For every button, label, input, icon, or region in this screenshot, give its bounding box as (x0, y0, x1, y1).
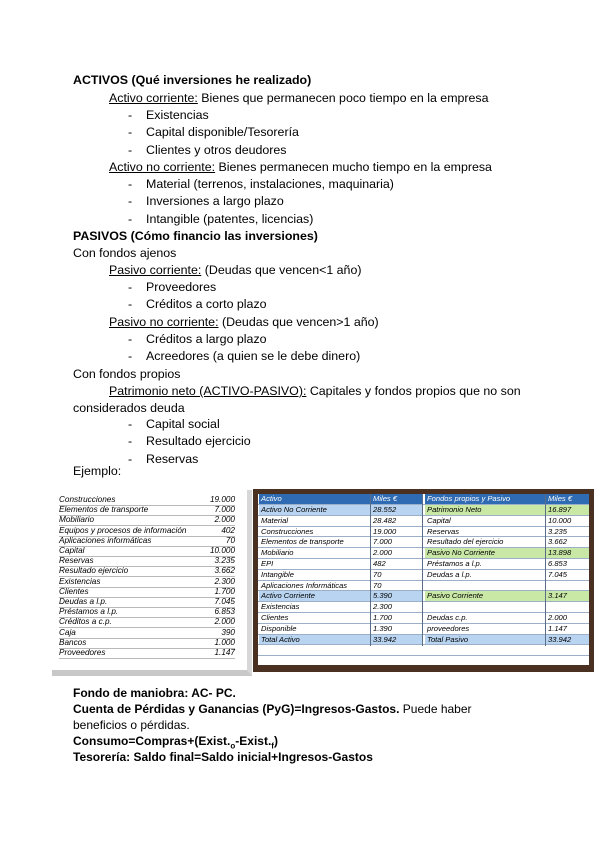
balance-liability-value: 33.942 (546, 635, 589, 645)
list-item: Créditos a largo plazo (146, 332, 267, 346)
patrimonio-label: Patrimonio neto (ACTIVO-PASIVO): (109, 384, 307, 398)
balance-asset-name: Activo Corriente (259, 591, 370, 601)
list-item: Resultado ejercicio (146, 434, 251, 449)
consumo-sub2: f (271, 741, 274, 751)
balance-liability-name: Pasivo No Corriente (425, 548, 545, 558)
account-value: 3.235 (214, 556, 235, 566)
grid-line (258, 504, 589, 505)
grid-line (258, 601, 589, 602)
balance-asset-value: 70 (373, 569, 382, 579)
balance-liability-value: 2.000 (548, 613, 568, 622)
cuenta-pyg-rest: Puede haber (399, 702, 472, 716)
bullet-dash: - (128, 125, 133, 140)
balance-liability-value (546, 581, 589, 591)
grid-line (258, 526, 589, 527)
consumo-c: ) (273, 734, 278, 748)
fondos-propios: Con fondos propios (73, 367, 181, 381)
list-item: Acreedores (a quien se le debe dinero) (146, 349, 361, 364)
activo-no-corriente-label: Activo no corriente: (109, 160, 216, 174)
activo-corriente-line (109, 90, 489, 106)
pasivo-corriente-desc: (Deudas que vencen<1 año) (201, 263, 362, 277)
pasivo-no-corriente-label: Pasivo no corriente: (109, 315, 219, 329)
grid-line (258, 612, 589, 613)
balance-asset-value: 2.000 (373, 548, 393, 558)
balance-liability-name: Total Pasivo (425, 635, 545, 645)
grid-line (258, 558, 589, 559)
bullet-dash: - (128, 280, 133, 294)
balance-liability-value: 3.147 (546, 591, 589, 601)
balance-liability-name: Resultado del ejercicio (427, 537, 504, 547)
bullet-dash: - (128, 451, 133, 466)
patrimonio-desc2: considerados deuda (73, 401, 185, 415)
grid-line (258, 536, 589, 537)
bullet-dash: - (128, 211, 133, 226)
list-item: Inversiones a largo plazo (146, 194, 284, 209)
balance-liability-value: 1.147 (548, 623, 568, 633)
list-item: Capital social (146, 417, 220, 431)
grid-line (258, 655, 589, 656)
balance-asset-value: 19.000 (373, 526, 397, 536)
grid-line (258, 634, 589, 635)
account-value: 3.662 (214, 566, 235, 576)
account-value: 1.147 (214, 648, 235, 657)
balance-liability-value: 13.898 (546, 548, 589, 558)
activos-title: ACTIVOS (Qué inversiones he realizado) (73, 73, 312, 87)
balance-liability-name: Patrimonio Neto (425, 505, 545, 515)
balance-asset-value: 482 (373, 559, 386, 568)
balance-asset-name: Clientes (261, 613, 289, 622)
ejemplo-label: Ejemplo: (73, 464, 122, 478)
balance-asset-name: Existencias (261, 602, 300, 612)
balance-liability-value: 7.045 (548, 569, 568, 579)
balance-header: Activo (259, 494, 370, 504)
account-value: 19.000 (209, 495, 235, 504)
account-value: 2.000 (214, 617, 235, 627)
fondo-maniobra: Fondo de maniobra: AC- PC. (73, 686, 236, 700)
balance-asset-value: 28.482 (373, 515, 397, 525)
balance-header: Miles € (371, 494, 422, 504)
pasivo-corriente-label: Pasivo corriente: (109, 263, 202, 277)
list-item: Capital disponible/Tesorería (146, 125, 299, 140)
balance-liability-name: Préstamos a l.p. (427, 559, 482, 568)
balance-liability-name: Deudas a l.p. (427, 569, 472, 579)
balance-liability-name (425, 581, 545, 591)
balance-asset-name: EPI (261, 559, 274, 568)
balance-liability-value: 10.000 (548, 515, 572, 525)
account-name: Elementos de transporte (59, 505, 149, 515)
activo-no-corriente-line (109, 159, 492, 175)
account-name: Reservas (59, 556, 94, 566)
account-value: 1.700 (214, 586, 235, 596)
bullet-dash: - (128, 142, 133, 157)
account-value: 402 (221, 525, 235, 535)
balance-header: Miles € (546, 494, 589, 504)
balance-asset-name: Aplicaciones Informáticas (261, 580, 348, 590)
list-item: Proveedores (146, 280, 217, 294)
grid-line (258, 623, 589, 624)
balance-liability-name: proveedores (427, 623, 470, 633)
bullet-dash: - (128, 194, 133, 209)
pasivo-no-corriente-line (109, 314, 379, 330)
grid-line (545, 494, 546, 646)
account-name: Deudas a l.p. (59, 597, 108, 606)
account-name: Caja (59, 627, 76, 637)
account-value: 1.000 (214, 637, 235, 647)
balance-liability-value (546, 602, 589, 612)
account-value: 6.853 (214, 607, 235, 617)
balance-liability-value: 3.662 (548, 537, 568, 547)
grid-line (370, 494, 371, 646)
grid-line (422, 494, 423, 646)
pasivos-title: PASIVOS (Cómo financio las inversiones) (73, 229, 318, 243)
balance-asset-value: 1.390 (373, 623, 393, 633)
account-name: Clientes (59, 586, 89, 596)
balance-asset-value: 1.700 (373, 613, 393, 622)
balance-asset-value: 70 (373, 580, 382, 590)
account-name: Mobiliario (59, 515, 95, 525)
balance-asset-name: Activo No Corriente (259, 505, 370, 515)
grid-line (258, 569, 589, 570)
account-name: Bancos (59, 637, 87, 647)
cuenta-pyg-line2: beneficios o pérdidas. (73, 718, 190, 732)
account-name: Créditos a c.p. (59, 617, 112, 627)
list-item: Material (terrenos, instalaciones, maquinaria) (146, 177, 394, 191)
account-name: Equipos y procesos de información (59, 525, 187, 535)
balance-liability-name: Capital (427, 515, 451, 525)
bullet-dash: - (128, 297, 133, 312)
balance-asset-value: 2.300 (373, 602, 393, 612)
balance-asset-name: Total Activo (259, 635, 370, 645)
tesoreria-formula: Tesorería: Saldo final=Saldo inicial+Ingresos-Gastos (73, 750, 373, 764)
account-value: 7.045 (214, 597, 235, 606)
balance-asset-value: 28.552 (371, 505, 422, 515)
balance-asset-name: Construcciones (261, 526, 314, 536)
balance-asset-name: Disponible (261, 623, 297, 633)
table-row (59, 648, 235, 659)
grid-line (258, 547, 589, 548)
account-name: Resultado ejercicio (59, 566, 129, 576)
grid-line (258, 580, 589, 581)
list-item: Intangible (patentes, licencias) (146, 211, 314, 226)
activo-no-corriente-desc: Bienes permanecen mucho tiempo en la empresa (215, 160, 492, 174)
bullet-dash: - (128, 332, 133, 346)
balance-liability-name: Reservas (427, 526, 460, 536)
account-value: 70 (225, 535, 235, 545)
account-name: Aplicaciones informáticas (59, 535, 152, 545)
grid-line (258, 515, 589, 516)
balance-liability-name (425, 602, 545, 612)
balance-asset-value: 33.942 (371, 635, 422, 645)
cuenta-pyg-bold: Cuenta de Pérdidas y Ganancias (PyG)=Ingresos-Gastos. (73, 702, 400, 716)
bullet-dash: - (128, 417, 133, 431)
balance-asset-name: Intangible (261, 569, 294, 579)
bullet-dash: - (128, 108, 133, 122)
grid-line (258, 590, 589, 591)
cuenta-pyg-line (73, 701, 472, 717)
pasivo-no-corriente-desc: (Deudas que vencen>1 año) (218, 315, 379, 329)
account-value: 2.000 (214, 515, 235, 525)
balance-asset-name: Mobiliario (261, 548, 294, 558)
account-value: 390 (221, 627, 235, 637)
account-name: Proveedores (59, 648, 106, 657)
list-item: Clientes y otros deudores (146, 142, 287, 157)
bullet-dash: - (128, 349, 133, 364)
consumo-sub1: o (230, 741, 236, 751)
accounts-list-image (52, 490, 252, 676)
bullet-dash: - (128, 177, 133, 191)
account-name: Capital (59, 546, 85, 555)
balance-liability-name: Pasivo Corriente (425, 591, 545, 601)
balance-asset-name: Elementos de transporte (261, 537, 344, 547)
list-item: Reservas (146, 451, 199, 466)
grid-line (258, 644, 589, 645)
account-name: Construcciones (59, 495, 116, 504)
account-name: Existencias (59, 576, 101, 586)
balance-asset-value: 7.000 (373, 537, 393, 547)
activo-corriente-label: Activo corriente: (109, 91, 198, 105)
patrimonio-desc: Capitales y fondos propios que no son (306, 384, 521, 398)
consumo-b: -Exist. (235, 734, 272, 748)
account-value: 10.000 (209, 546, 235, 555)
account-name: Préstamos a l.p. (59, 607, 119, 617)
pasivo-corriente-line (109, 262, 361, 278)
account-value: 2.300 (214, 576, 235, 586)
balance-liability-name: Deudas c.p. (427, 613, 468, 622)
balance-liability-value: 16.897 (546, 505, 589, 515)
patrimonio-line (109, 383, 521, 399)
balance-liability-value: 3.235 (548, 526, 568, 536)
consumo-a: Consumo=Compras+(Exist. (73, 734, 231, 748)
account-value: 7.000 (214, 505, 235, 515)
balance-header: Fondos propios y Pasivo (425, 494, 545, 504)
fondos-ajenos: Con fondos ajenos (73, 246, 177, 260)
balance-asset-value: 5.390 (371, 591, 422, 601)
list-item: Créditos a corto plazo (146, 297, 267, 312)
balance-sheet-image (253, 489, 594, 672)
balance-asset-name: Material (261, 515, 289, 525)
bullet-dash: - (128, 434, 133, 449)
activo-corriente-desc: Bienes que permanecen poco tiempo en la empresa (197, 91, 489, 105)
balance-liability-value: 6.853 (548, 559, 568, 568)
list-item: Existencias (146, 108, 209, 122)
